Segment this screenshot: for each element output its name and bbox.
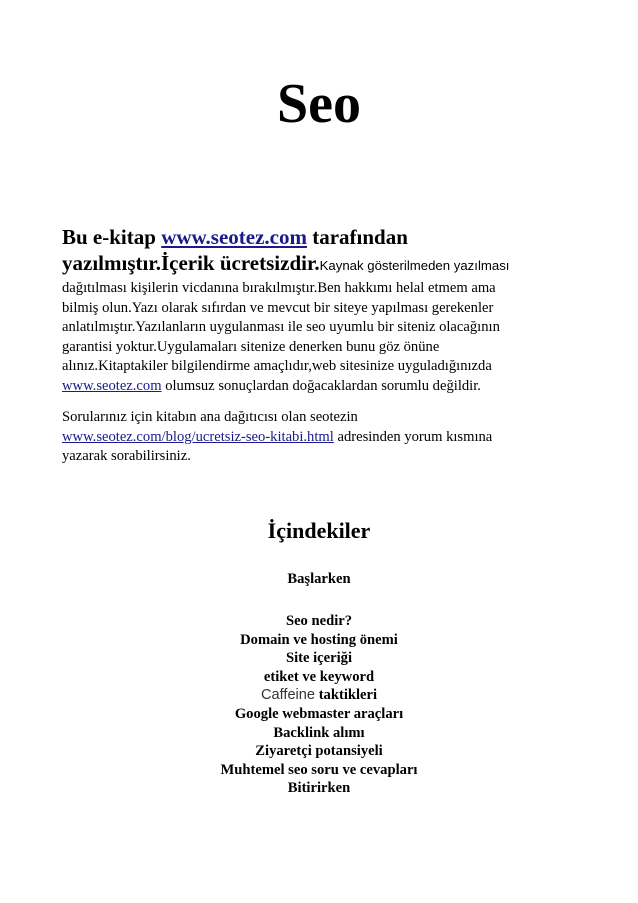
toc-item <box>0 686 638 705</box>
toc-list <box>0 612 638 798</box>
intro-line-6: alınız.Kitaptakiler bilgilendirme amaçlıdır,web sitesinize uyguladığınızda <box>62 358 492 375</box>
toc-item-baslarken: Başlarken <box>287 571 351 587</box>
toc-item: Domain ve hosting önemi <box>240 631 398 648</box>
intro-lead-line-2 <box>62 250 582 279</box>
questions-line-3: yazarak sorabilirsiniz. <box>62 448 191 465</box>
intro-line-4: anlatılmıştır.Yazılanların uygulanması ile seo uyumlu bir siteniz olacağının <box>62 319 500 336</box>
toc-item: Muhtemel seo soru ve cevapları <box>220 761 418 778</box>
intro-paragraph <box>62 224 582 397</box>
questions-line-1: Sorularınız için kitabın ana dağıtıcısı olan seotezin <box>62 409 358 425</box>
intro-lead-text-2: tarafından <box>306 225 408 249</box>
questions-line-2 <box>62 428 582 448</box>
blog-link[interactable]: www.seotez.com/blog/ucretsiz-seo-kitabi.html <box>62 428 334 445</box>
toc-item: Site içeriği <box>285 650 353 667</box>
intro-lead-text-1: Bu e-kitap <box>62 225 162 249</box>
toc-item-text: taktikleri <box>318 687 378 704</box>
intro-line-3: bilmiş olun.Yazı olarak sıfırdan ve mevcut bir siteye yapılması gerekenler <box>62 299 494 316</box>
toc-heading: İçindekiler <box>267 518 371 543</box>
intro-line-7 <box>62 377 582 397</box>
intro-line-7-text: olumsuz sonuçlardan doğacaklardan sorumlu değildir. <box>161 377 481 394</box>
toc-item: Google webmaster araçları <box>234 705 404 722</box>
seotez-link[interactable]: www.seotez.com <box>161 225 307 249</box>
page-title: Seo <box>277 73 361 135</box>
questions-paragraph <box>62 408 582 467</box>
questions-line-2-text: adresinden yorum kısmına <box>333 428 493 445</box>
toc-item: Seo nedir? <box>285 613 353 629</box>
intro-line-2: dağıtılması kişilerin vicdanına bırakılmıştır.Ben hakkımı helal etmem ama <box>62 280 496 296</box>
intro-lead-text-3: yazılmıştır.İçerik ücretsizdir. <box>62 251 320 275</box>
toc-item: Backlink alımı <box>273 724 365 741</box>
intro-lead-text-4: Kaynak gösterilmeden yazılması <box>319 258 510 273</box>
toc-item: etiket ve keyword <box>263 668 375 685</box>
toc-item: Bitirirken <box>287 780 351 797</box>
toc-item: Ziyaretçi potansiyeli <box>255 743 383 760</box>
intro-lead-line-1 <box>62 224 582 250</box>
intro-line-5: garantisi yoktur.Uygulamaları sitenize denerken bunu göz önüne <box>62 338 440 355</box>
seotez-link-2[interactable]: www.seotez.com <box>62 377 162 394</box>
toc-caffeine-word: Caffeine <box>260 687 316 704</box>
